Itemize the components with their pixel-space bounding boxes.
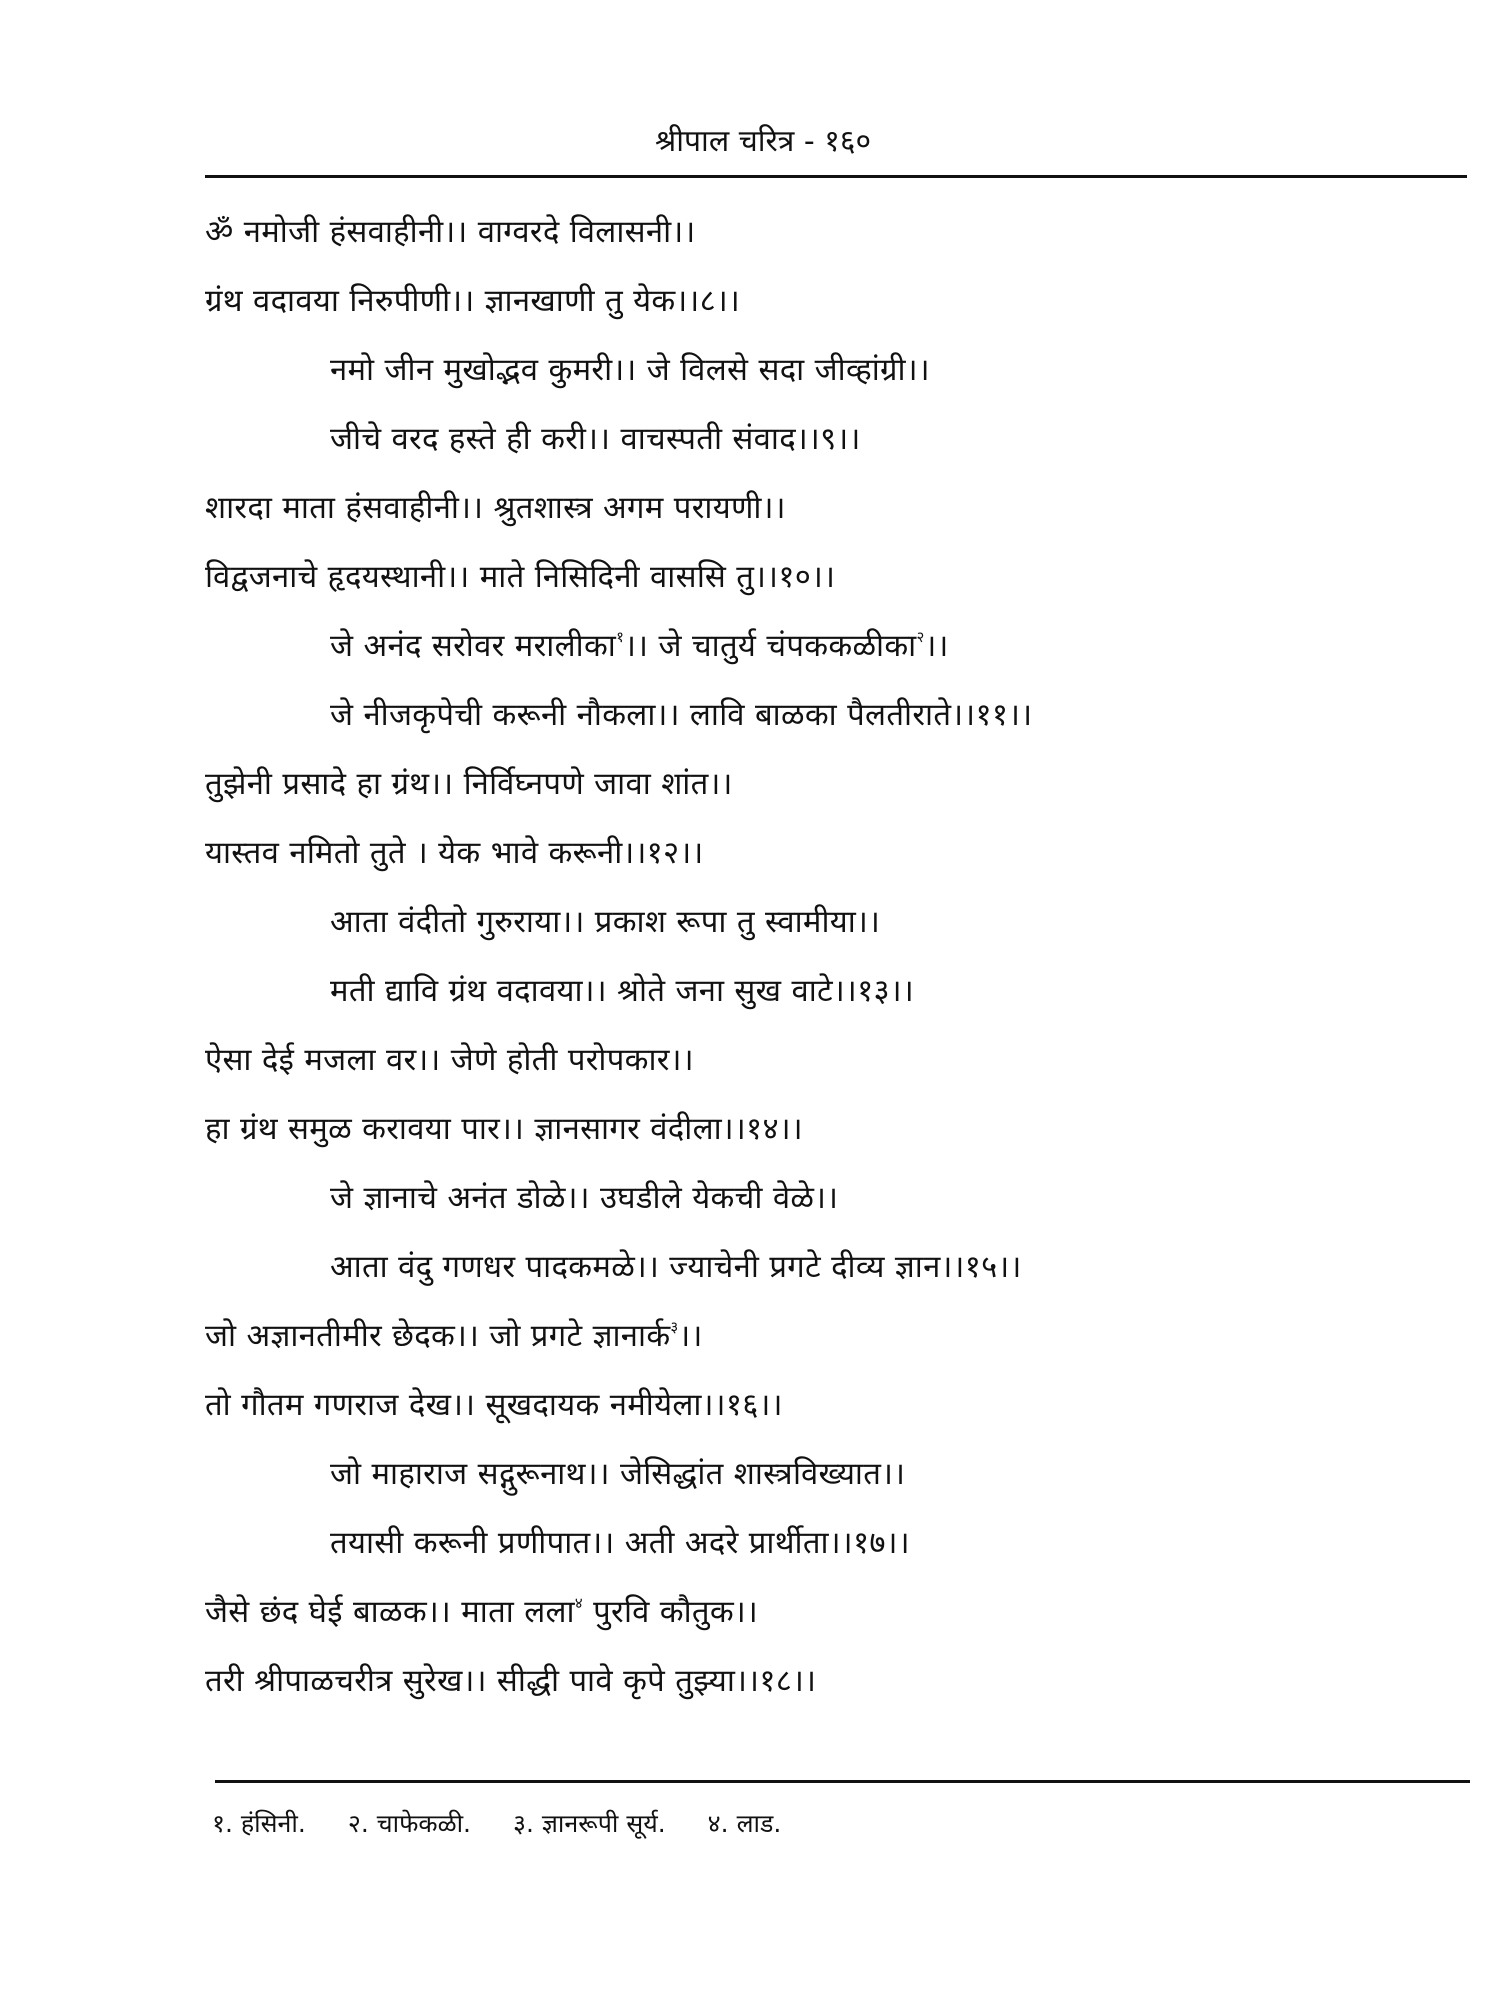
verse-line xyxy=(205,483,1475,552)
verse-line xyxy=(205,1380,1475,1449)
footnote-item: १. हंसिनी. xyxy=(212,1809,306,1838)
verse-text: जे ज्ञानाचे अनंत डोळे।। उघडीले येकची वेळे।। xyxy=(330,1180,839,1216)
verse-text: तयासी करूनी प्रणीपात।। अती अदरे प्रार्थीता।।१७।। xyxy=(330,1525,910,1561)
verse-text: जैसे छंद घेई बाळक।। माता लला xyxy=(205,1594,575,1630)
verse-body xyxy=(205,207,1475,1725)
verse-text: जीचे वरद हस्ते ही करी।। वाचस्पती संवाद।।९।। xyxy=(330,421,861,457)
verse-text: ।। xyxy=(678,1318,703,1354)
footnotes xyxy=(212,1806,1412,1842)
footnote-item: ४. लाड. xyxy=(707,1809,782,1838)
verse-text: आता वंदु गणधर पादकमळे।। ज्याचेनी प्रगटे दीव्य ज्ञान।।१५।। xyxy=(330,1249,1022,1285)
verse-line xyxy=(205,966,1475,1035)
verse-text: जो माहाराज सद्गुरूनाथ।। जेसिद्धांत शास्त्रविख्यात।। xyxy=(330,1456,906,1492)
verse-line xyxy=(205,207,1475,276)
verse-line xyxy=(205,414,1475,483)
footnote-divider xyxy=(215,1780,1470,1783)
verse-text: तरी श्रीपाळचरीत्र सुरेख।। सीद्धी पावे कृपे तुझ्या।।१८।। xyxy=(205,1663,817,1699)
header-divider xyxy=(205,175,1467,178)
verse-text: नमो जीन मुखोद्भव कुमरी।। जे विलसे सदा जीव्हांग्री।। xyxy=(330,352,930,388)
verse-text: तुझेनी प्रसादे हा ग्रंथ।। निर्विघ्नपणे जावा शांत।। xyxy=(205,766,733,802)
verse-text: जे अनंद सरोवर मरालीका xyxy=(330,628,617,664)
verse-line xyxy=(205,621,1475,690)
verse-line xyxy=(205,1104,1475,1173)
verse-line xyxy=(205,1311,1475,1380)
footnote-marker: १ xyxy=(616,628,625,646)
verse-text: ग्रंथ वदावया निरुपीणी।। ज्ञानखाणी तु येक।।८।। xyxy=(205,283,741,319)
footnote-marker: २ xyxy=(916,628,925,646)
footnote-marker: ४ xyxy=(574,1594,583,1612)
verse-text: ।। जे चातुर्य चंपककळीका xyxy=(624,628,917,664)
verse-text: जो अज्ञानतीमीर छेदक।। जो प्रगटे ज्ञानार्क xyxy=(205,1318,671,1354)
verse-text: जे नीजकृपेची करूनी नौकला।। लावि बाळका पैलतीराते।।११।। xyxy=(330,697,1033,733)
verse-line xyxy=(205,1518,1475,1587)
verse-line xyxy=(205,897,1475,966)
verse-line xyxy=(205,552,1475,621)
verse-text: ।। xyxy=(924,628,949,664)
verse-line xyxy=(205,828,1475,897)
verse-line xyxy=(205,1242,1475,1311)
verse-line xyxy=(205,276,1475,345)
verse-line xyxy=(205,1449,1475,1518)
verse-line xyxy=(205,1173,1475,1242)
verse-text: पुरवि कौतुक।। xyxy=(583,1594,759,1630)
verse-text: हा ग्रंथ समुळ करावया पार।। ज्ञानसागर वंदीला।।१४।। xyxy=(205,1111,803,1147)
page-title: श्रीपाल चरित्र - १६० xyxy=(655,124,872,159)
verse-text: ऐसा देई मजला वर।। जेणे होती परोपकार।। xyxy=(205,1042,694,1078)
footnote-marker: ३ xyxy=(670,1318,679,1336)
verse-line xyxy=(205,1035,1475,1104)
verse-line xyxy=(205,1656,1475,1725)
verse-line xyxy=(205,345,1475,414)
verse-text: यास्तव नमितो तुते । येक भावे करूनी।।१२।। xyxy=(205,835,704,871)
verse-line xyxy=(205,690,1475,759)
verse-line xyxy=(205,759,1475,828)
verse-text: शारदा माता हंसवाहीनी।। श्रुतशास्त्र अगम परायणी।। xyxy=(205,490,786,526)
verse-text: मती द्यावि ग्रंथ वदावया।। श्रोते जना सुख वाटे।।१३।। xyxy=(330,973,915,1009)
verse-text: तो गौतम गणराज देख।। सूखदायक नमीयेला।।१६।। xyxy=(205,1387,783,1423)
footnote-item: ३. ज्ञानरूपी सूर्य. xyxy=(513,1809,666,1838)
footnote-item: २. चाफेकळी. xyxy=(347,1809,471,1838)
verse-line xyxy=(205,1587,1475,1656)
verse-text: ॐ नमोजी हंसवाहीनी।। वाग्वरदे विलासनी।। xyxy=(205,214,696,250)
verse-text: आता वंदीतो गुरुराया।। प्रकाश रूपा तु स्वामीया।। xyxy=(330,904,881,940)
verse-text: विद्वजनाचे हृदयस्थानी।। माते निसिदिनी वाससि तु।।१०।। xyxy=(205,559,836,595)
